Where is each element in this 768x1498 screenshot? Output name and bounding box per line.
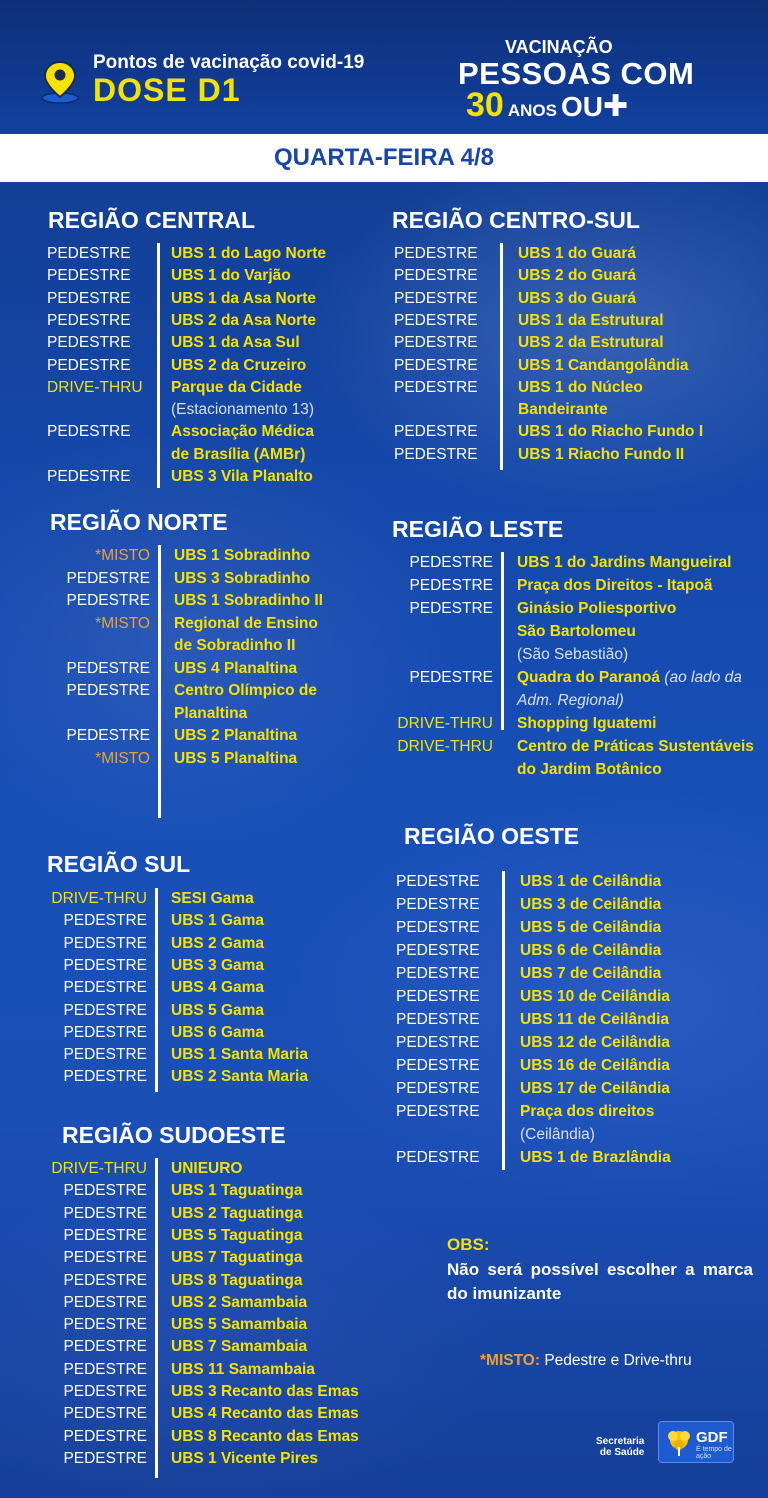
access-type: PEDESTRE: [396, 1149, 480, 1166]
site-name-cont: Planaltina: [174, 704, 248, 722]
site-name: UBS 1 do Varjão: [171, 267, 291, 285]
access-type: *MISTO: [95, 614, 150, 632]
site-name: Parque da Cidade: [171, 378, 302, 396]
access-type: PEDESTRE: [47, 356, 131, 374]
region-title-centro-sul: REGIÃO CENTRO-SUL: [392, 207, 640, 233]
vaccination-label: VACINAÇÃO: [505, 37, 613, 57]
site-name: UBS 2 Taguatinga: [171, 1204, 303, 1222]
site-note: Adm. Regional): [517, 692, 624, 709]
access-type: PEDESTRE: [63, 912, 147, 930]
site-name: Quadra do Paranoá (ao lado da: [517, 669, 742, 686]
site-name: UBS 1 de Brazlândia: [520, 1149, 671, 1166]
obs-label: OBS:: [447, 1235, 490, 1254]
region-title-norte: REGIÃO NORTE: [50, 509, 228, 535]
secretaria-logo: [596, 1436, 644, 1458]
access-type: DRIVE-THRU: [51, 1160, 147, 1177]
site-name: UBS 8 Taguatinga: [171, 1271, 303, 1289]
access-type: PEDESTRE: [63, 1271, 147, 1289]
site-name: UBS 6 de Ceilândia: [520, 942, 662, 959]
access-type: PEDESTRE: [47, 423, 131, 441]
access-type: PEDESTRE: [394, 423, 478, 441]
secretaria-line1: Secretaria: [596, 1436, 645, 1447]
access-type: PEDESTRE: [396, 896, 480, 913]
site-name: UBS 1 da Asa Sul: [171, 334, 300, 352]
age-or: OU: [560, 91, 603, 122]
access-type: PEDESTRE: [63, 1383, 147, 1400]
access-type: PEDESTRE: [63, 934, 147, 952]
access-type: PEDESTRE: [63, 1001, 147, 1019]
region-divider-line: [502, 871, 505, 1170]
region-divider-line: [158, 545, 161, 818]
site-name: UBS 16 de Ceilândia: [520, 1057, 670, 1074]
people-with-label: PESSOAS COM: [458, 56, 695, 91]
access-type: PEDESTRE: [47, 334, 131, 352]
region-title-sudoeste: REGIÃO SUDOESTE: [62, 1122, 286, 1148]
site-name: UBS 1 de Ceilândia: [520, 873, 662, 890]
gdf-logo: [658, 1421, 734, 1463]
site-name: UBS 3 Gama: [171, 956, 265, 974]
plus-icon: ✚: [602, 90, 629, 123]
secretaria-line2: de Saúde: [599, 1447, 645, 1458]
access-type: PEDESTRE: [63, 1427, 147, 1445]
access-type: PEDESTRE: [63, 1226, 147, 1244]
site-name: UBS 11 de Ceilândia: [520, 1011, 670, 1028]
region-divider-line: [155, 888, 158, 1092]
site-name: UBS 1 Gama: [171, 912, 265, 930]
region-title-central: REGIÃO CENTRAL: [48, 207, 255, 233]
access-type: PEDESTRE: [394, 334, 478, 352]
access-type: PEDESTRE: [409, 669, 493, 686]
region-divider-line: [157, 243, 160, 488]
site-name: UBS 3 do Guará: [518, 289, 636, 307]
site-name: UBS 8 Recanto das Emas: [171, 1427, 359, 1445]
site-name: UBS 2 da Estrutural: [518, 334, 664, 352]
access-type: PEDESTRE: [63, 979, 147, 997]
site-name: UBS 1 do Lago Norte: [171, 245, 327, 262]
site-name: UBS 4 Gama: [171, 979, 265, 997]
access-type: PEDESTRE: [47, 311, 131, 329]
location-pin-icon: [40, 60, 80, 104]
site-name: UBS 1 Santa Maria: [171, 1046, 308, 1064]
site-name: UBS 1 Taguatinga: [171, 1182, 303, 1200]
access-type: PEDESTRE: [394, 311, 478, 329]
access-type: PEDESTRE: [66, 659, 150, 677]
access-type: PEDESTRE: [409, 577, 493, 594]
site-name: UBS 2 Gama: [171, 934, 265, 952]
access-type: PEDESTRE: [396, 1011, 480, 1028]
age-number: 30: [466, 86, 504, 124]
site-name-cont: São Bartolomeu: [517, 623, 636, 640]
site-name: UBS 2 Santa Maria: [171, 1068, 308, 1086]
region-title-oeste: REGIÃO OESTE: [404, 823, 580, 849]
site-name: UBS 2 do Guará: [518, 267, 636, 285]
access-type: PEDESTRE: [396, 1034, 480, 1051]
access-type: PEDESTRE: [66, 569, 150, 587]
misto-legend: [480, 1352, 692, 1370]
access-type: PEDESTRE: [396, 988, 480, 1005]
site-name: UBS 7 de Ceilândia: [520, 965, 662, 982]
site-name: UBS 2 da Cruzeiro: [171, 356, 307, 374]
access-type: PEDESTRE: [63, 1182, 147, 1200]
gdf-slogan: É tempo de ação: [696, 1446, 732, 1460]
site-name: UBS 4 Recanto das Emas: [171, 1405, 359, 1423]
site-name: UBS 11 Samambaia: [171, 1360, 315, 1378]
site-name: UBS 2 Planaltina: [174, 727, 298, 744]
access-type: PEDESTRE: [63, 1046, 147, 1064]
access-type: PEDESTRE: [66, 682, 150, 699]
site-name: UBS 7 Taguatinga: [171, 1249, 303, 1267]
site-name-cont: de Brasília (AMBr): [171, 445, 306, 463]
access-type: PEDESTRE: [409, 554, 493, 571]
access-type: PEDESTRE: [396, 1057, 480, 1074]
site-name: UBS 5 Planaltina: [174, 749, 298, 767]
site-name: UBS 1 do Riacho Fundo I: [518, 423, 704, 441]
access-type: PEDESTRE: [63, 1249, 147, 1267]
site-name-cont: Bandeirante: [518, 401, 608, 419]
site-name: UBS 1 da Asa Norte: [171, 289, 316, 307]
access-type: PEDESTRE: [63, 1405, 147, 1423]
site-name: Centro de Práticas Sustentáveis: [517, 738, 754, 755]
misto-legend-text: Pedestre e Drive-thru: [544, 1352, 692, 1369]
access-type: *MISTO: [95, 749, 150, 767]
site-name: UBS 1 Vicente Pires: [171, 1449, 319, 1467]
access-type: PEDESTRE: [396, 919, 480, 936]
region-title-sul: REGIÃO SUL: [47, 851, 191, 877]
access-type: DRIVE-THRU: [51, 890, 147, 907]
region-divider-line: [155, 1158, 158, 1478]
access-type: PEDESTRE: [47, 267, 131, 285]
access-type: PEDESTRE: [47, 245, 131, 262]
site-name: UBS 3 Sobradinho: [174, 569, 311, 587]
site-name: Centro Olímpico de: [174, 682, 317, 699]
access-type: PEDESTRE: [394, 378, 478, 396]
ipe-flower-icon: [664, 1427, 694, 1457]
site-name: UBS 1 Candangolândia: [518, 356, 689, 374]
access-type: PEDESTRE: [396, 965, 480, 982]
site-name: Shopping Iguatemi: [517, 715, 657, 732]
site-name: UBS 1 do Núcleo: [518, 378, 643, 396]
access-type: PEDESTRE: [63, 1360, 147, 1378]
site-name: Praça dos direitos: [520, 1103, 655, 1120]
access-type: PEDESTRE: [396, 1080, 480, 1097]
header-banner: [0, 0, 768, 134]
access-type: PEDESTRE: [63, 1449, 147, 1467]
site-name: UBS 12 de Ceilândia: [520, 1034, 670, 1051]
site-name: UNIEURO: [171, 1160, 243, 1177]
site-name: UBS 6 Gama: [171, 1023, 265, 1041]
site-name: UBS 1 da Estrutural: [518, 311, 664, 329]
age-label: [466, 86, 628, 125]
site-name: UBS 7 Samambaia: [171, 1338, 308, 1356]
access-type: PEDESTRE: [394, 356, 478, 374]
access-type: DRIVE-THRU: [397, 715, 493, 732]
access-type: PEDESTRE: [394, 289, 478, 307]
site-name-cont: do Jardim Botânico: [517, 761, 662, 778]
age-years: ANOS: [507, 101, 557, 120]
site-name-cont: de Sobradinho II: [174, 637, 296, 654]
access-type: PEDESTRE: [63, 1316, 147, 1334]
access-type: PEDESTRE: [394, 267, 478, 285]
site-name: UBS 1 Sobradinho: [174, 547, 311, 564]
site-name: UBS 4 Planaltina: [174, 659, 298, 677]
date-bar: QUARTA-FEIRA 4/8: [0, 134, 768, 182]
site-name: UBS 3 Vila Planalto: [171, 468, 313, 485]
region-title-leste: REGIÃO LESTE: [392, 516, 564, 542]
site-note: (Ceilândia): [520, 1126, 595, 1143]
access-type: PEDESTRE: [47, 289, 131, 307]
site-name: UBS 2 Samambaia: [171, 1293, 308, 1311]
misto-legend-label: *MISTO:: [480, 1352, 540, 1369]
gdf-text: GDF: [696, 1429, 728, 1446]
site-name: Ginásio Poliesportivo: [517, 600, 677, 617]
access-type: PEDESTRE: [63, 1023, 147, 1041]
access-type: PEDESTRE: [63, 1204, 147, 1222]
region-divider-line: [500, 243, 503, 470]
site-note: (São Sebastião): [517, 646, 629, 663]
access-type: PEDESTRE: [66, 727, 150, 744]
access-type: *MISTO: [95, 547, 150, 564]
site-name: UBS 1 Riacho Fundo II: [518, 445, 685, 463]
access-type: PEDESTRE: [394, 445, 478, 463]
access-type: PEDESTRE: [63, 1293, 147, 1311]
site-note: (Estacionamento 13): [171, 401, 315, 419]
site-name: UBS 5 Gama: [171, 1001, 265, 1019]
access-type: PEDESTRE: [63, 956, 147, 974]
region-divider-line: [501, 552, 504, 730]
site-name: Regional de Ensino: [174, 614, 318, 632]
site-name: UBS 3 Recanto das Emas: [171, 1383, 359, 1400]
access-type: PEDESTRE: [66, 592, 150, 609]
access-type: PEDESTRE: [396, 873, 480, 890]
site-name: UBS 5 Samambaia: [171, 1316, 308, 1334]
site-name: UBS 1 do Guará: [518, 245, 636, 262]
site-name: UBS 1 Sobradinho II: [174, 592, 323, 609]
header-subtitle: Pontos de vacinação covid-19: [93, 52, 365, 73]
site-name: Praça dos Direitos - Itapoã: [517, 577, 713, 594]
access-type: PEDESTRE: [394, 245, 478, 262]
site-name: UBS 10 de Ceilândia: [520, 988, 670, 1005]
access-type: PEDESTRE: [63, 1068, 147, 1086]
dose-title: DOSE D1: [93, 72, 241, 108]
access-type: DRIVE-THRU: [397, 738, 493, 755]
access-type: PEDESTRE: [396, 942, 480, 959]
access-type: PEDESTRE: [396, 1103, 480, 1120]
site-name: UBS 2 da Asa Norte: [171, 311, 316, 329]
access-type: PEDESTRE: [63, 1338, 147, 1356]
site-name: UBS 1 do Jardins Mangueiral: [517, 554, 732, 571]
site-name: UBS 5 Taguatinga: [171, 1226, 303, 1244]
site-name: UBS 3 de Ceilândia: [520, 896, 662, 913]
site-name: Associação Médica: [171, 423, 315, 441]
site-name: UBS 17 de Ceilândia: [520, 1080, 670, 1097]
access-type: DRIVE-THRU: [47, 378, 143, 396]
site-name: UBS 5 de Ceilândia: [520, 919, 662, 936]
site-note-inline: (ao lado da: [664, 669, 742, 686]
access-type: PEDESTRE: [409, 600, 493, 617]
access-type: PEDESTRE: [47, 468, 131, 485]
site-name: SESI Gama: [171, 890, 254, 907]
obs-text: Não será possível escolher a marca do imunizante: [447, 1260, 753, 1303]
